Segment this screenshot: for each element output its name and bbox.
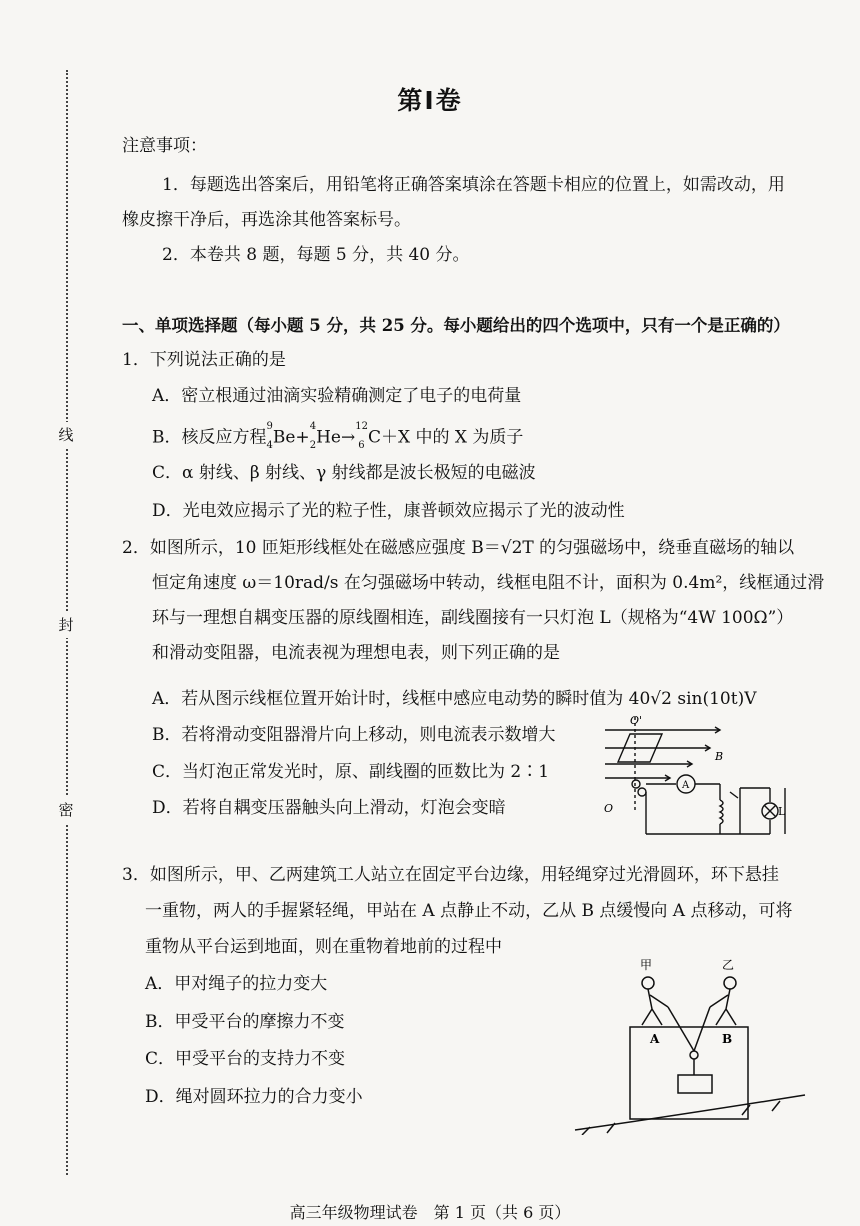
q3-option-b: B．甲受平台的摩擦力不变 (145, 1012, 345, 1032)
q3-fig-label-yi: 乙 (722, 958, 735, 972)
notice-heading: 注意事项： (122, 136, 207, 156)
q2-fig-ammeter-label: A (682, 780, 690, 791)
page-title: 第Ⅰ卷 (397, 86, 463, 115)
q1-option-a: A．密立根通过油滴实验精确测定了电子的电荷量 (152, 386, 522, 406)
section-heading: 一、单项选择题（每小题 5 分，共 25 分。每小题给出的四个选项中，只有一个是正确的） (122, 316, 790, 335)
q2-option-a: A．若从图示线框位置开始计时，线框中感应电动势的瞬时值为 40√2 sin(10t)V (152, 689, 757, 709)
notice-item-2: 2．本卷共 8 题，每题 5 分，共 40 分。 (162, 245, 470, 265)
q3-stem-line3: 重物从平台运到地面，则在重物着地前的过程中 (145, 937, 502, 957)
q1-option-b: B．核反应方程$^9$ 4 Be+$^4$ 2 He→$^{12}$ 6 C＋X 中的 X 为质子 (152, 421, 524, 451)
binding-char-xian: 线 (55, 422, 77, 448)
q3-option-a: A．甲对绳子的拉力变大 (145, 974, 328, 994)
q3-stem-line2: 一重物，两人的手握紧轻绳，甲站在 A 点静止不动，乙从 B 点缓慢向 A 点移动，可将 (145, 901, 793, 921)
binding-char-mi: 密 (55, 797, 77, 823)
q2-fig-label-o-top: O' (630, 714, 643, 727)
q2-stem-line1: 2．如图所示，10 匝矩形线框处在磁感应强度 B＝√2T 的匀强磁场中，绕垂直磁场的轴以 (122, 538, 795, 558)
q2-option-b: B．若将滑动变阻器滑片向上移动，则电流表示数增大 (152, 725, 556, 745)
notice-item-1-cont: 橡皮擦干净后，再选涂其他答案标号。 (122, 210, 411, 230)
q3-fig-label-jia: 甲 (640, 958, 653, 972)
page-footer: 高三年级物理试卷 第 1 页（共 6 页） (289, 1203, 571, 1222)
q3-stem-line1: 3．如图所示，甲、乙两建筑工人站立在固定平台边缘，用轻绳穿过光滑圆环，环下悬挂 (122, 865, 779, 885)
q1-option-c: C．α 射线、β 射线、γ 射线都是波长极短的电磁波 (152, 463, 536, 483)
q1-stem: 1．下列说法正确的是 (122, 350, 286, 370)
notice-item-1: 1．每题选出答案后，用铅笔将正确答案填涂在答题卡相应的位置上，如需改动，用 (162, 175, 785, 195)
q3-platform-figure (570, 955, 810, 1135)
q2-stem-line4: 和滑动变阻器，电流表视为理想电表，则下列正确的是 (152, 643, 560, 663)
q3-option-d: D．绳对圆环拉力的合力变小 (145, 1087, 363, 1107)
q2-circuit-figure (600, 712, 800, 842)
q2-option-d: D．若将自耦变压器触头向上滑动，灯泡会变暗 (152, 798, 506, 818)
q2-stem-line2: 恒定角速度 ω＝10rad/s 在匀强磁场中转动，线框电阻不计，面积为 0.4m²，线框通过滑 (152, 573, 825, 593)
q2-stem-line3: 环与一理想自耦变压器的原线圈相连，副线圈接有一只灯泡 L（规格为“4W 100Ω”） (152, 608, 794, 628)
q3-option-c: C．甲受平台的支持力不变 (145, 1049, 346, 1069)
q2-option-c: C．当灯泡正常发光时，原、副线圈的匝数比为 2∶1 (152, 762, 550, 782)
binding-char-feng: 封 (55, 612, 77, 638)
q1-option-d: D．光电效应揭示了光的粒子性，康普顿效应揭示了光的波动性 (152, 501, 625, 521)
q3-fig-label-b: B (722, 1032, 733, 1046)
q2-fig-lamp-label: L (778, 805, 786, 818)
q2-fig-label-b: B (715, 750, 724, 763)
q2-fig-label-o-bottom: O (604, 802, 614, 815)
q3-fig-label-a: A (650, 1032, 660, 1046)
